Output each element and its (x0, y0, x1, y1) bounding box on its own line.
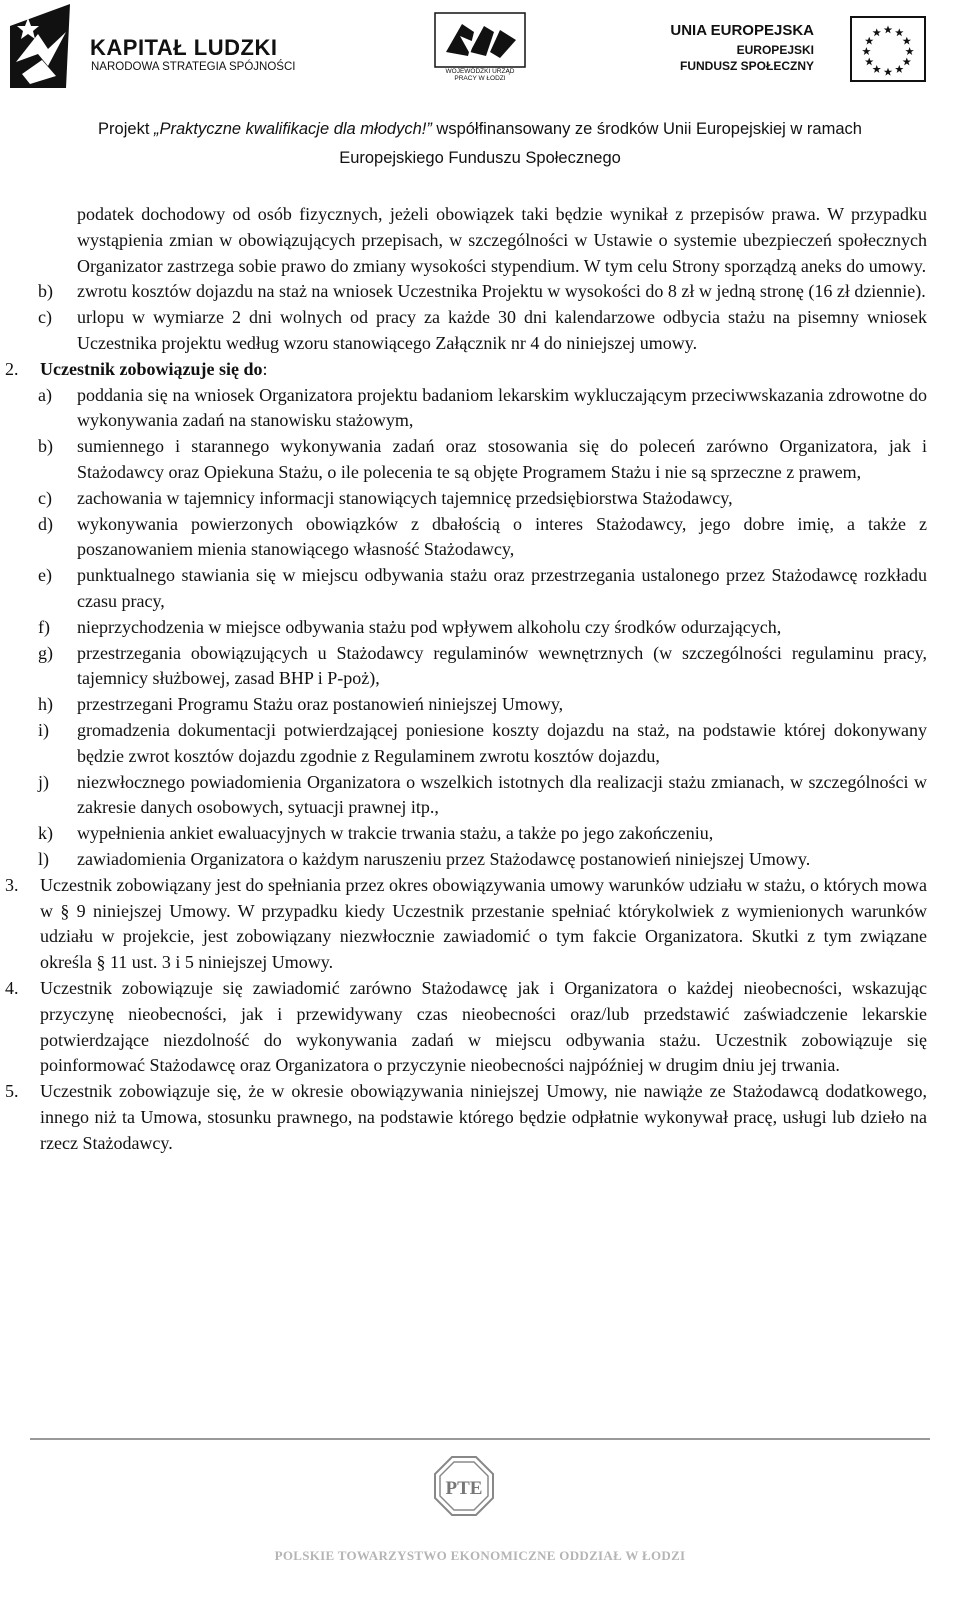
section-2-heading (5, 357, 927, 383)
section-heading-colon: : (262, 358, 268, 379)
intro-paragraph: podatek dochodowy od osób fizycznych, jeżeli obowiązek taki będzie wynikał z przepisów prawa. W przypadku wystąpienia zmian w obowiązujących przepisach, w szczególności w Ustawie o systemie ubezpieczeń społecznych Organizator zastrzega sobie prawo do zmiany wysokości stypendium. W tym celu Strony sporządzą aneks do umowy. (77, 204, 927, 276)
list-item-text: zachowania w tajemnicy informacji stanowiących tajemnicę przedsiębiorstwa Stażodawcy, (77, 487, 733, 508)
list-marker: i) (38, 719, 49, 740)
list-item (38, 434, 927, 486)
point-marker: 5. (5, 1081, 19, 1102)
list-marker: g) (38, 642, 53, 663)
point-text: Uczestnik zobowiązuje się zawiadomić zarówno Stażodawcę jak i Organizatora o każdej nieobecności, wskazując przyczynę nieobecności, jak i przewidywany czas nieobecności oraz/lub przedstawić zaświadczenie lekarskie potwierdzające niezdolność do wykonywania zadań w miejscu odbywania stażu. Uczestnik zobowiązuje się poinformować Stażodawcę oraz Organizatora o przyczynie nieobecności najpóźniej w drugim dniu jej trwania. (40, 977, 927, 1076)
pte-logo-text: PTE (445, 1478, 483, 1499)
list-marker: b) (38, 281, 53, 302)
footer-organization-name: POLSKIE TOWARZYSTWO EKONOMICZNE ODDZIAŁ W ŁODZI (274, 1548, 686, 1563)
wup-lodz-text: WOJEWÓDZKI URZĄD PRACY W ŁODZI (445, 68, 515, 82)
list-marker: a) (38, 384, 52, 405)
list-item (38, 279, 927, 305)
list-item (38, 770, 927, 822)
page-header (0, 0, 960, 175)
point-marker: 4. (5, 977, 19, 998)
list-item-text: zwrotu kosztów dojazdu na staż na wniosek Uczestnika Projektu w wysokości do 8 zł w jedną stronę (16 zł dziennie). (77, 281, 926, 302)
wup-lodz-logo (434, 12, 526, 92)
list-item (38, 305, 927, 357)
list-item-text: wypełnienia ankiet ewaluacyjnych w trakcie trwania stażu, a także po jego zakończeniu, (77, 823, 714, 844)
wup-emblem-icon (434, 12, 526, 68)
list-item (38, 692, 927, 718)
list-marker: h) (38, 694, 53, 715)
eu-title: UNIA EUROPEJSKA (670, 22, 814, 39)
list-marker: k) (38, 823, 53, 844)
list-item (38, 486, 927, 512)
list-item (38, 383, 927, 435)
point-text: Uczestnik zobowiązany jest do spełniania przez okres obowiązywania umowy warunków udziału w stażu, o których mowa w § 9 niniejszej Umowy. W przypadku kiedy Uczestnik przestanie spełniać którykolwiek z wymienionych warunków udziału w projekcie, jest zobowiązany niezwłocznie zawiadomić o tym fakcie Organizatora. Skutki z tym związane określa § 11 ust. 3 i 5 niniejszej Umowy. (40, 874, 927, 973)
list-marker: b) (38, 436, 53, 457)
list-item (38, 718, 927, 770)
kapital-ludzki-emblem-icon (8, 4, 78, 90)
eu-fund-line2: FUNDUSZ SPOŁECZNY (679, 59, 814, 73)
list-item (38, 563, 927, 615)
list-item (38, 615, 927, 641)
list-item-text: gromadzenia dokumentacji potwierdzającej poniesione koszty dojazdu na staż, na podstawie której dokonywany będzie zwrot kosztów dojazdu zgodnie z Regulaminem zwrotu kosztów dojazdu, (77, 719, 927, 766)
project-info-line1 (0, 115, 960, 144)
numbered-point (5, 873, 927, 976)
list-item-text: przestrzegani Programu Stażu oraz postanowień niniejszej Umowy, (77, 694, 564, 715)
project-suffix: współfinansowany ze środków Unii Europejskiej w ramach (431, 120, 862, 138)
eu-flag-icon (850, 16, 926, 82)
project-prefix: Projekt (98, 120, 154, 138)
section-heading-text: Uczestnik zobowiązuje się do (40, 358, 263, 379)
eu-fund-line1: EUROPEJSKI (736, 43, 814, 57)
list-marker: c) (38, 487, 52, 508)
list-item (38, 641, 927, 693)
kapital-ludzki-title: KAPITAŁ LUDZKI (90, 35, 278, 60)
list-item-text: przestrzegania obowiązujących u Stażodawcy regulaminów wewnętrznych (w szczególności regulaminu pracy, tajemnicy służbowej, zasad BHP i P-poż), (77, 642, 927, 689)
list-item (38, 512, 927, 564)
numbered-point (5, 1079, 927, 1156)
list-item-text: wykonywania powierzonych obowiązków z dbałością o interes Stażodawcy, jego dobre imię, a także z poszanowaniem mienia stanowiącego własność Stażodawcy, (77, 513, 927, 560)
list-marker: j) (38, 771, 49, 792)
list-item-text: poddania się na wniosek Organizatora projektu badaniom lekarskim wykluczającym przeciwwskazania zdrowotne do wykonywania zadań na stanowisku stażowym, (77, 384, 927, 431)
list-item-text: sumiennego i starannego wykonywania zadań oraz stosowania się do poleceń zarówno Organizatora, jak i Stażodawcy oraz Opiekuna Stażu, o ile polecenia te są objęte Programem Stażu i nie są sprzeczne z prawem, (77, 436, 927, 482)
list-marker: e) (38, 565, 52, 586)
list-marker: l) (38, 848, 49, 869)
point-text: Uczestnik zobowiązuje się, że w okresie obowiązywania niniejszej Umowy, nie nawiąże ze Stażodawcą dodatkowego, innego niż ta Umowa, stosunku prawnego, na podstawie którego będzie odpłatnie wykonywał pracę, usługi lub dzieło na rzecz Stażodawcy. (40, 1081, 927, 1153)
list-item-text: punktualnego stawiania się w miejscu odbywania stażu oraz przestrzegania ustalonego przez Stażodawcę rozkładu czasu pracy, (77, 565, 927, 611)
list-item-text: zawiadomienia Organizatora o każdym naruszeniu przez Stażodawcę postanowień niniejszej Umowy. (77, 848, 811, 869)
document-body (0, 202, 960, 1156)
section-marker: 2. (5, 358, 19, 379)
list-item (38, 847, 927, 873)
list-item-text: niezwłocznego powiadomienia Organizatora o wszelkich istotnych dla realizacji stażu zmianach, w szczególności w zakresie danych osobowych, sytuacji prawnej itp., (77, 771, 927, 818)
list-item-text: urlopu w wymiarze 2 dni wolnych od pracy za każde 30 dni kalendarzowe odbycia stażu na pisemny wniosek Uczestnika projektu według wzoru stanowiącego Załącznik nr 4 do niniejszej umowy. (77, 307, 927, 353)
kapital-ludzki-logo (8, 4, 296, 90)
project-info-line2: Europejskiego Funduszu Społecznego (339, 149, 621, 167)
list-marker: f) (38, 616, 50, 637)
numbered-point (5, 976, 927, 1079)
list-marker: c) (38, 307, 52, 328)
kapital-ludzki-subtitle: NARODOWA STRATEGIA SPÓJNOŚCI (91, 61, 296, 73)
list-item-text: nieprzychodzenia w miejsce odbywania stażu pod wpływem alkoholu czy środków odurzających, (77, 616, 782, 637)
list-item (38, 821, 927, 847)
list-marker: d) (38, 513, 53, 534)
project-info (0, 115, 960, 173)
project-title: „Praktyczne kwalifikacje dla młodych!” (153, 120, 432, 138)
pte-logo-icon (434, 1456, 494, 1516)
point-marker: 3. (5, 874, 19, 895)
footer-divider (30, 1438, 930, 1440)
eu-esf-logo (670, 16, 926, 86)
